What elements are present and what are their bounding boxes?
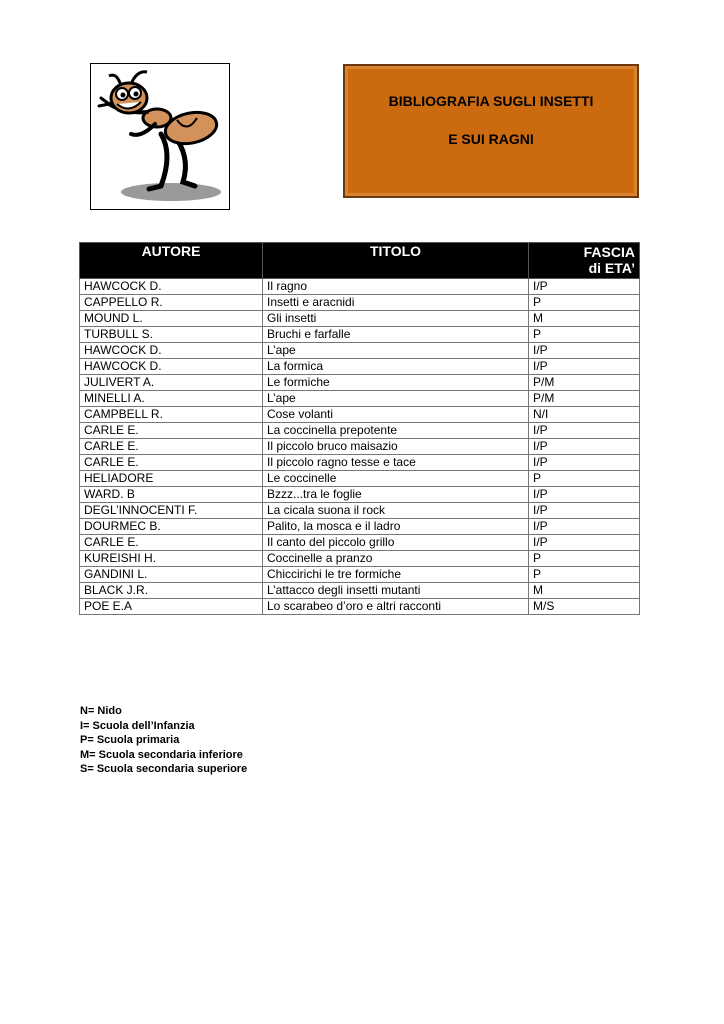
cell-fascia: I/P bbox=[529, 359, 640, 375]
cell-titolo: La cicala suona il rock bbox=[263, 503, 529, 519]
table-row bbox=[80, 279, 640, 295]
bibliography-table bbox=[79, 242, 640, 615]
table-row bbox=[80, 295, 640, 311]
cell-fascia: P bbox=[529, 471, 640, 487]
cell-titolo: Gli insetti bbox=[263, 311, 529, 327]
cell-titolo: L’ape bbox=[263, 343, 529, 359]
cell-titolo: Il piccolo bruco maisazio bbox=[263, 439, 529, 455]
cell-autore: BLACK J.R. bbox=[80, 583, 263, 599]
legend-item: N= Nido bbox=[80, 705, 122, 717]
cell-fascia: I/P bbox=[529, 439, 640, 455]
table-row bbox=[80, 535, 640, 551]
table-header-row bbox=[80, 243, 640, 279]
cell-autore: HAWCOCK D. bbox=[80, 359, 263, 375]
cell-autore: HAWCOCK D. bbox=[80, 343, 263, 359]
cell-titolo: Insetti e aracnidi bbox=[263, 295, 529, 311]
cell-fascia: P/M bbox=[529, 391, 640, 407]
title-line-1: BIBLIOGRAFIA SUGLI INSETTI bbox=[388, 93, 594, 109]
header-fascia bbox=[529, 243, 640, 279]
table-row bbox=[80, 391, 640, 407]
table-row bbox=[80, 439, 640, 455]
cell-fascia: I/P bbox=[529, 279, 640, 295]
cell-autore: POE E.A bbox=[80, 599, 263, 615]
ant-illustration bbox=[90, 63, 230, 210]
table-row bbox=[80, 311, 640, 327]
table-row bbox=[80, 567, 640, 583]
cell-fascia: I/P bbox=[529, 503, 640, 519]
table-row bbox=[80, 455, 640, 471]
cell-titolo: Il piccolo ragno tesse e tace bbox=[263, 455, 529, 471]
cell-fascia: M bbox=[529, 583, 640, 599]
cell-titolo: Bruchi e farfalle bbox=[263, 327, 529, 343]
table-row bbox=[80, 503, 640, 519]
cell-titolo: L’ape bbox=[263, 391, 529, 407]
header-autore: AUTORE bbox=[80, 243, 263, 279]
table-row bbox=[80, 327, 640, 343]
cell-autore: CARLE E. bbox=[80, 535, 263, 551]
cell-autore: KUREISHI H. bbox=[80, 551, 263, 567]
cell-autore: DEGL’INNOCENTI F. bbox=[80, 503, 263, 519]
cell-fascia: M/S bbox=[529, 599, 640, 615]
cell-autore: TURBULL S. bbox=[80, 327, 263, 343]
table-row bbox=[80, 583, 640, 599]
cell-titolo: Le formiche bbox=[263, 375, 529, 391]
cell-titolo: L’attacco degli insetti mutanti bbox=[263, 583, 529, 599]
cell-titolo: La formica bbox=[263, 359, 529, 375]
title-line-2: E SUI RAGNI bbox=[448, 131, 534, 147]
table-row bbox=[80, 599, 640, 615]
legend-item: S= Scuola secondaria superiore bbox=[80, 763, 248, 775]
table-row bbox=[80, 375, 640, 391]
cell-autore: HELIADORE bbox=[80, 471, 263, 487]
cell-autore: CARLE E. bbox=[80, 455, 263, 471]
cell-autore: CAPPELLO R. bbox=[80, 295, 263, 311]
legend-item: M= Scuola secondaria inferiore bbox=[80, 748, 243, 761]
table-row bbox=[80, 551, 640, 567]
cell-titolo: Chiccirichi le tre formiche bbox=[263, 567, 529, 583]
cell-autore: DOURMEC B. bbox=[80, 519, 263, 535]
cell-titolo: Palito, la mosca e il ladro bbox=[263, 519, 529, 535]
cell-autore: CARLE E. bbox=[80, 423, 263, 439]
cell-autore: MOUND L. bbox=[80, 311, 263, 327]
cell-fascia: P/M bbox=[529, 375, 640, 391]
cell-fascia: P bbox=[529, 327, 640, 343]
ant-icon bbox=[91, 64, 229, 209]
cell-titolo: Lo scarabeo d’oro e altri racconti bbox=[263, 599, 529, 615]
table-row bbox=[80, 359, 640, 375]
cell-autore: JULIVERT A. bbox=[80, 375, 263, 391]
cell-titolo: Il ragno bbox=[263, 279, 529, 295]
table-row bbox=[80, 407, 640, 423]
cell-fascia: M bbox=[529, 311, 640, 327]
cell-titolo: Cose volanti bbox=[263, 407, 529, 423]
cell-titolo: Il canto del piccolo grillo bbox=[263, 535, 529, 551]
header-fascia-line1: FASCIA bbox=[583, 244, 635, 260]
cell-titolo: Coccinelle a pranzo bbox=[263, 551, 529, 567]
header-fascia-line2: di ETA’ bbox=[588, 260, 635, 276]
cell-fascia: P bbox=[529, 567, 640, 583]
cell-autore: HAWCOCK D. bbox=[80, 279, 263, 295]
cell-titolo: Bzzz...tra le foglie bbox=[263, 487, 529, 503]
cell-autore: WARD. B bbox=[80, 487, 263, 503]
cell-autore: CAMPBELL R. bbox=[80, 407, 263, 423]
cell-fascia: I/P bbox=[529, 487, 640, 503]
title-box bbox=[343, 64, 639, 198]
table-row bbox=[80, 487, 640, 503]
table-row bbox=[80, 471, 640, 487]
cell-autore: GANDINI L. bbox=[80, 567, 263, 583]
cell-fascia: P bbox=[529, 295, 640, 311]
cell-fascia: I/P bbox=[529, 535, 640, 551]
table-row bbox=[80, 423, 640, 439]
age-legend bbox=[80, 704, 247, 777]
legend-item: P= Scuola primaria bbox=[80, 734, 180, 746]
cell-fascia: P bbox=[529, 551, 640, 567]
cell-fascia: I/P bbox=[529, 519, 640, 535]
header-titolo: TITOLO bbox=[263, 243, 529, 279]
table-row bbox=[80, 343, 640, 359]
table-row bbox=[80, 519, 640, 535]
cell-fascia: I/P bbox=[529, 455, 640, 471]
cell-titolo: Le coccinelle bbox=[263, 471, 529, 487]
cell-autore: MINELLI A. bbox=[80, 391, 263, 407]
legend-item: I= Scuola dell’Infanzia bbox=[80, 719, 195, 732]
cell-autore: CARLE E. bbox=[80, 439, 263, 455]
cell-fascia: I/P bbox=[529, 423, 640, 439]
cell-fascia: I/P bbox=[529, 343, 640, 359]
cell-fascia: N/I bbox=[529, 407, 640, 423]
cell-titolo: La coccinella prepotente bbox=[263, 423, 529, 439]
